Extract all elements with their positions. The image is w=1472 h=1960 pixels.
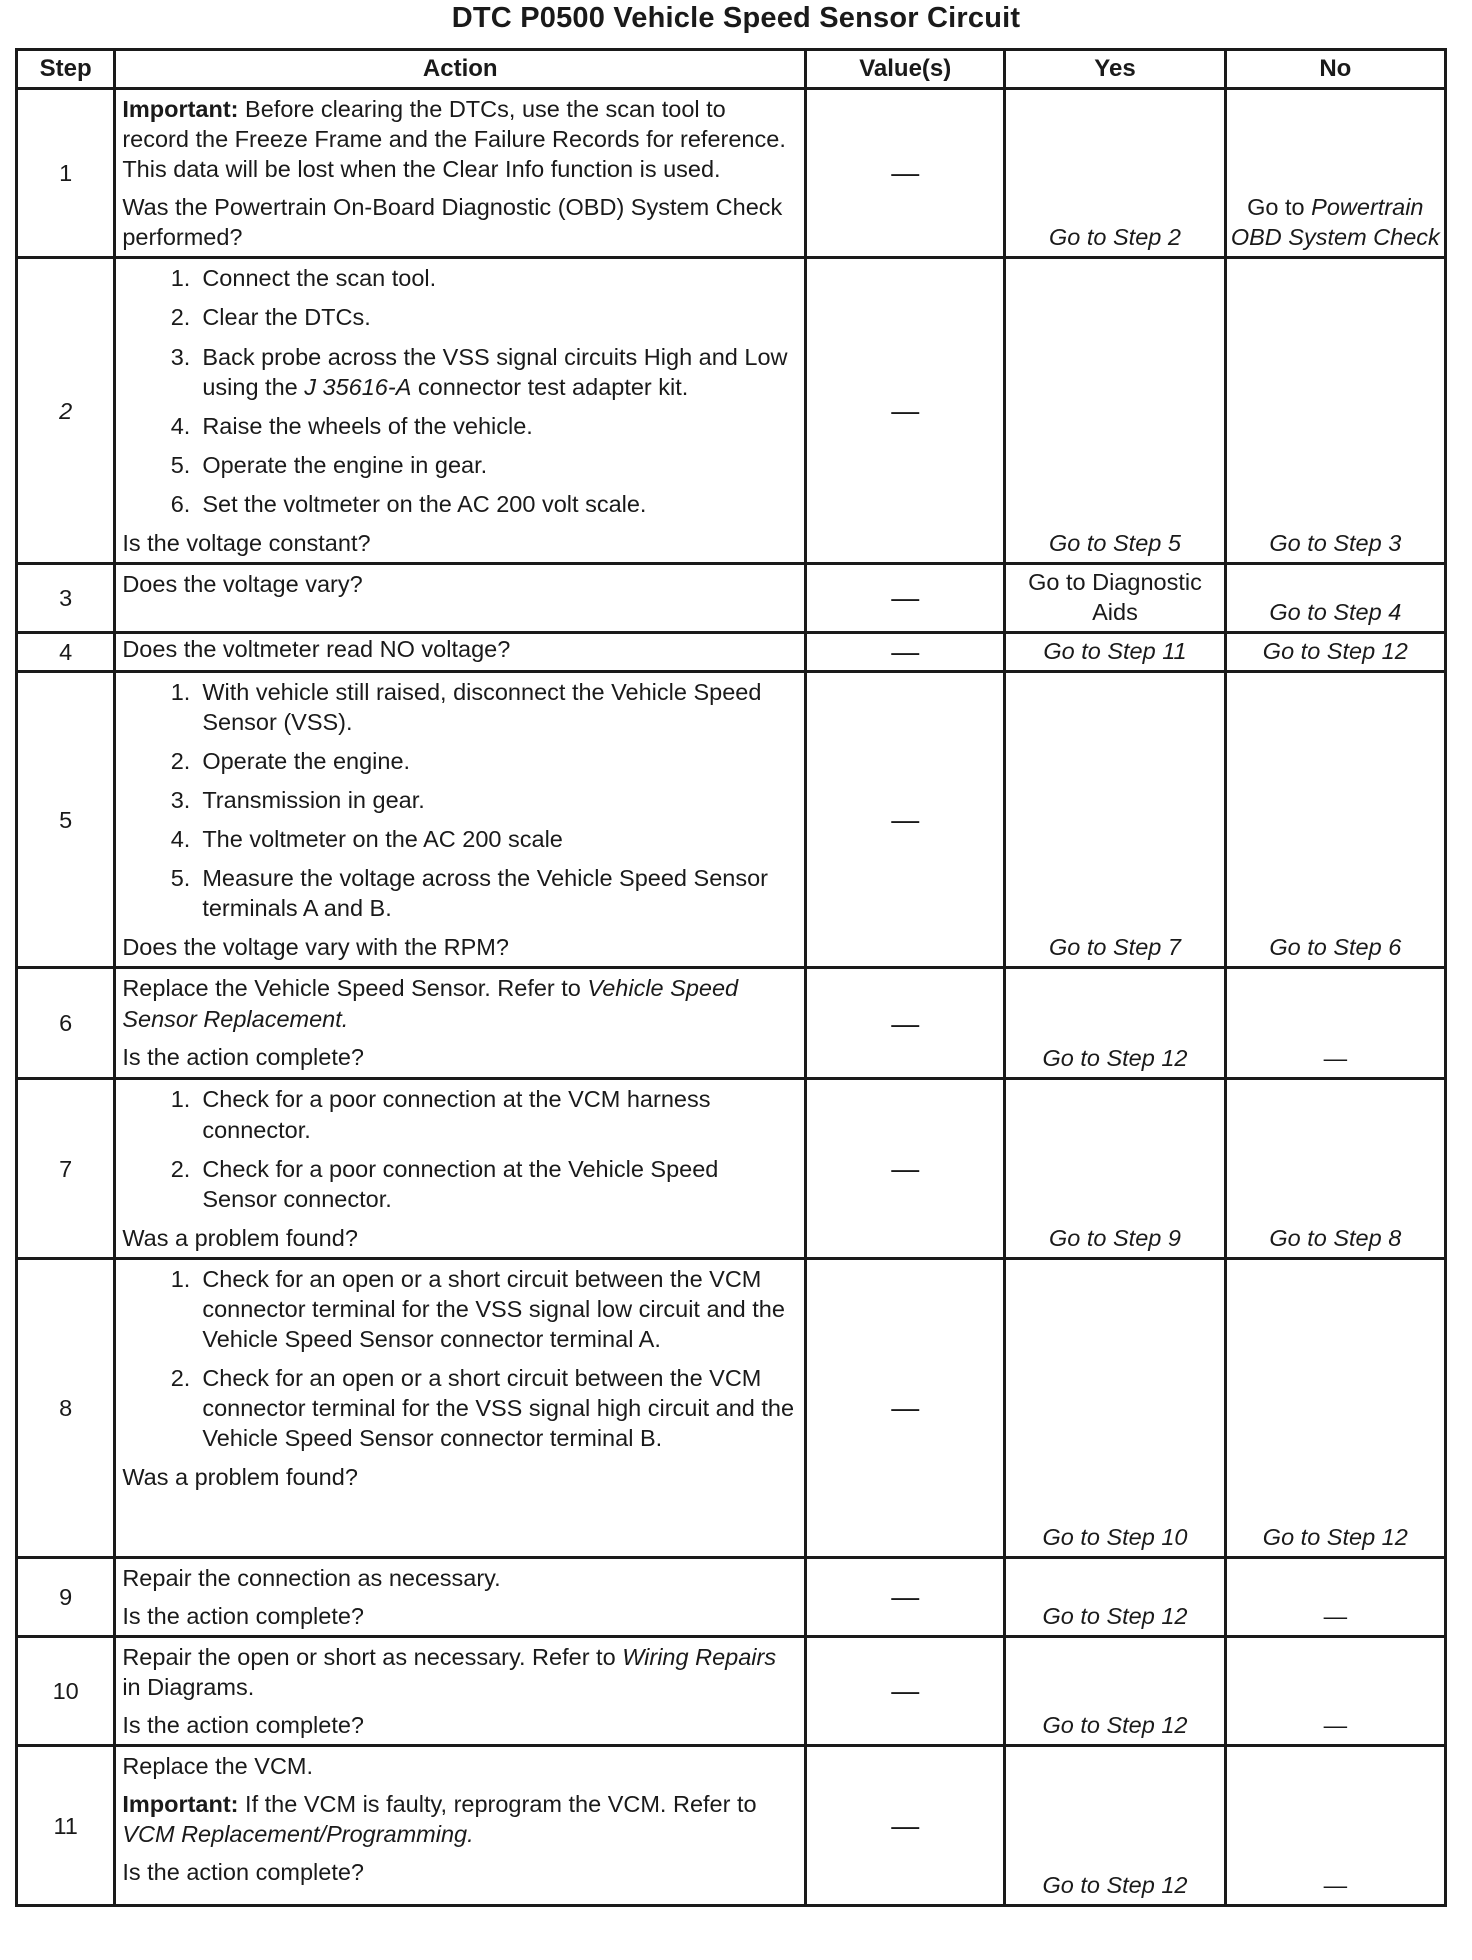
question: Is the action complete?: [122, 1712, 364, 1739]
list-item: 1. Connect the scan tool.: [170, 265, 437, 292]
value-cell: —: [806, 1079, 1005, 1258]
step-number: 5: [17, 671, 115, 968]
question: Does the voltmeter read NO voltage?: [122, 636, 511, 663]
step-number: 1: [17, 89, 115, 258]
header-no: No: [1225, 50, 1445, 89]
list-item: 1. Check for a poor connection at the VCM harness connector.: [170, 1086, 711, 1143]
action-cell: [115, 1557, 806, 1636]
action-cell: [115, 564, 806, 633]
header-action: Action: [115, 50, 806, 89]
step-number: 6: [17, 968, 115, 1079]
value-cell: —: [806, 1746, 1005, 1906]
list-item: 2. Operate the engine.: [170, 748, 411, 774]
table-row-step-6: [17, 968, 1446, 1079]
header-row: [17, 50, 1446, 89]
header-values: Value(s): [806, 50, 1005, 89]
header-step: Step: [17, 50, 115, 89]
list-item: 3. Back probe across the VSS signal circuits High and Low using the J 35616-A connector test adapter kit.: [170, 343, 788, 400]
step-number: 11: [17, 1746, 115, 1906]
list-item: 5. Operate the engine in gear.: [170, 451, 488, 478]
question: Is the action complete?: [122, 1859, 364, 1886]
yes-cell: Go to Diagnostic Aids: [1005, 564, 1225, 633]
value-cell: —: [806, 633, 1005, 672]
list-item: 2. Check for an open or a short circuit between the VCM connector terminal for the VSS signal high circuit and the Vehicle Speed Sensor connector terminal B.: [170, 1365, 795, 1452]
value-cell: —: [806, 671, 1005, 968]
table-row-step-11: [17, 1746, 1446, 1906]
yes-cell: Go to Step 12: [1005, 1637, 1225, 1746]
important-note: Important: Before clearing the DTCs, use the scan tool to record the Freeze Frame and the Failure Records for reference. This data will be lost when the Clear Info function is used.: [122, 96, 786, 183]
step-number: 2: [17, 258, 115, 564]
header-yes: Yes: [1005, 50, 1225, 89]
value-cell: —: [806, 89, 1005, 258]
no-cell: —: [1225, 1637, 1445, 1746]
instruction: Repair the connection as necessary.: [122, 1564, 501, 1591]
yes-cell: Go to Step 10: [1005, 1258, 1225, 1557]
procedure-list: [122, 1264, 796, 1453]
no-cell: —: [1225, 1557, 1445, 1636]
question: Is the voltage constant?: [122, 529, 371, 556]
table-row-step-3: [17, 564, 1446, 633]
no-cell: Go to Step 6: [1225, 671, 1445, 968]
question: Is the action complete?: [122, 1043, 364, 1070]
yes-cell: Go to Step 9: [1005, 1079, 1225, 1258]
question: Was a problem found?: [122, 1464, 358, 1491]
yes-cell: Go to Step 7: [1005, 671, 1225, 968]
value-cell: —: [806, 1557, 1005, 1636]
action-cell: [115, 1079, 806, 1258]
list-item: 4. The voltmeter on the AC 200 scale: [170, 826, 563, 853]
no-cell: Go to Step 3: [1225, 258, 1445, 564]
list-item: 2. Check for a poor connection at the Vehicle Speed Sensor connector.: [170, 1155, 719, 1212]
step-number: 8: [17, 1258, 115, 1557]
no-cell: —: [1225, 1746, 1445, 1906]
action-cell: [115, 1637, 806, 1746]
step-number: 7: [17, 1079, 115, 1258]
table-row-step-9: [17, 1557, 1446, 1636]
value-cell: —: [806, 258, 1005, 564]
action-cell: [115, 968, 806, 1079]
action-cell: [115, 258, 806, 564]
action-cell: [115, 671, 806, 968]
table-row-step-5: [17, 671, 1446, 968]
instruction: Replace the Vehicle Speed Sensor. Refer to Vehicle Speed Sensor Replacement.: [122, 975, 739, 1032]
procedure-list: [122, 677, 796, 924]
list-item: 2. Clear the DTCs.: [170, 304, 371, 331]
no-cell: Go to Step 12: [1225, 633, 1445, 672]
no-cell: Go to Powertrain OBD System Check: [1225, 89, 1445, 258]
important-note: Important: If the VCM is faulty, reprogram the VCM. Refer to VCM Replacement/Programming.: [122, 1791, 757, 1848]
page-title: DTC P0500 Vehicle Speed Sensor Circuit: [451, 2, 1021, 34]
table-row-step-4: [17, 633, 1446, 672]
table-row-step-10: [17, 1637, 1446, 1746]
value-cell: —: [806, 564, 1005, 633]
yes-cell: Go to Step 12: [1005, 1746, 1225, 1906]
step-number: 10: [17, 1637, 115, 1746]
table-row-step-8: [17, 1258, 1446, 1557]
list-item: 6. Set the voltmeter on the AC 200 volt scale.: [170, 490, 647, 517]
list-item: 5. Measure the voltage across the Vehicle Speed Sensor terminals A and B.: [170, 865, 768, 922]
instruction: Replace the VCM.: [122, 1753, 314, 1780]
table-row-step-7: [17, 1079, 1446, 1258]
question: Does the voltage vary?: [122, 571, 363, 598]
step-number: 3: [17, 564, 115, 633]
list-item: 1. Check for an open or a short circuit between the VCM connector terminal for the VSS signal low circuit and the Vehicle Speed Sensor connector terminal A.: [170, 1265, 785, 1353]
action-cell: [115, 89, 806, 258]
list-item: 1. With vehicle still raised, disconnect the Vehicle Speed Sensor (VSS).: [170, 678, 762, 735]
question: Does the voltage vary with the RPM?: [122, 934, 509, 961]
list-item: 4. Raise the wheels of the vehicle.: [170, 412, 533, 439]
table-row-step-2: [17, 258, 1446, 564]
yes-cell: Go to Step 5: [1005, 258, 1225, 564]
question: Is the action complete?: [122, 1602, 364, 1629]
action-cell: [115, 1746, 806, 1906]
procedure-list: [122, 1084, 796, 1213]
value-cell: —: [806, 1258, 1005, 1557]
question: Was the Powertrain On-Board Diagnostic (OBD) System Check performed?: [122, 194, 783, 251]
action-cell: [115, 1258, 806, 1557]
list-item: 3. Transmission in gear.: [170, 787, 425, 814]
value-cell: —: [806, 968, 1005, 1079]
table-row-step-1: [17, 89, 1446, 258]
question: Was a problem found?: [122, 1224, 358, 1251]
action-cell: [115, 633, 806, 672]
yes-cell: Go to Step 11: [1005, 633, 1225, 672]
step-number: 9: [17, 1557, 115, 1636]
instruction: Repair the open or short as necessary. Refer to Wiring Repairs in Diagrams.: [122, 1644, 777, 1701]
yes-cell: Go to Step 2: [1005, 89, 1225, 258]
step-number: 4: [17, 633, 115, 672]
no-cell: —: [1225, 968, 1445, 1079]
no-cell: Go to Step 12: [1225, 1258, 1445, 1557]
diagnostic-table: [15, 48, 1447, 1907]
procedure-list: [122, 263, 796, 519]
value-cell: —: [806, 1637, 1005, 1746]
no-cell: Go to Step 8: [1225, 1079, 1445, 1258]
yes-cell: Go to Step 12: [1005, 968, 1225, 1079]
no-cell: Go to Step 4: [1225, 564, 1445, 633]
yes-cell: Go to Step 12: [1005, 1557, 1225, 1636]
